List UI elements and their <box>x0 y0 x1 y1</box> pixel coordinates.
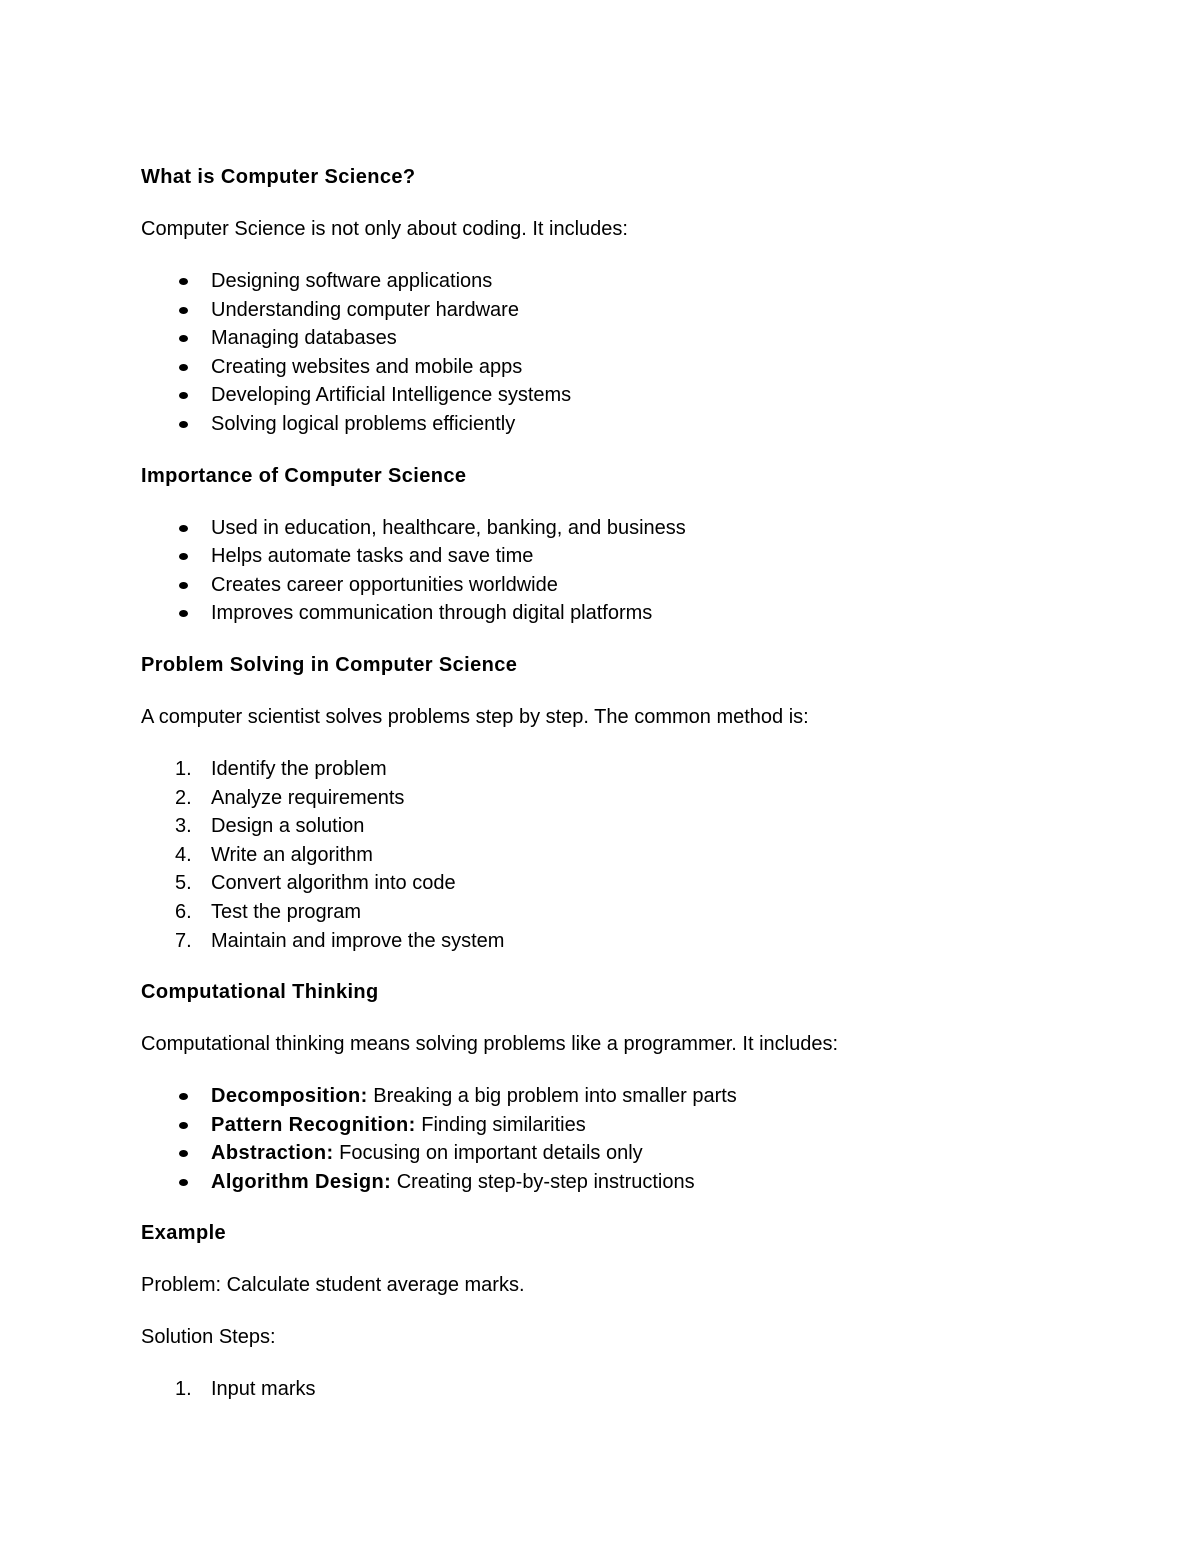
document-page <box>141 163 1101 1427</box>
bullet-icon <box>179 392 188 399</box>
example-problem: Problem: Calculate student average marks. <box>141 1274 525 1297</box>
list-item: Helps automate tasks and save time <box>141 542 1101 571</box>
list-item: 4. Write an algorithm <box>175 843 373 866</box>
problem-solving-steps <box>141 755 1101 955</box>
list-item: Pattern Recognition: Finding similarities <box>141 1111 1101 1140</box>
bullet-icon <box>179 335 188 342</box>
list-item: 1. Identify the problem <box>175 757 387 780</box>
list-item: Managing databases <box>141 324 1101 353</box>
list-item: Creating websites and mobile apps <box>141 353 1101 382</box>
list-item: Solving logical problems efficiently <box>141 410 1101 439</box>
list-item: 5. Convert algorithm into code <box>175 872 456 895</box>
importance-list <box>141 514 1101 628</box>
section-heading-what-is: What is Computer Science? <box>141 166 416 188</box>
list-item: 3. Design a solution <box>175 815 365 838</box>
list-item: Understanding computer hardware <box>141 296 1101 325</box>
section-heading-importance: Importance of Computer Science <box>141 464 467 487</box>
example-steps <box>141 1375 1101 1404</box>
section-heading-problem-solving: Problem Solving in Computer Science <box>141 653 518 676</box>
bullet-icon <box>179 307 188 314</box>
bullet-icon <box>179 553 188 560</box>
list-item: Abstraction: Focusing on important details only <box>141 1139 1101 1168</box>
bullet-icon <box>179 1179 188 1186</box>
bullet-icon <box>179 1093 188 1100</box>
problem-solving-intro: A computer scientist solves problems step by step. The common method is: <box>141 705 809 728</box>
bullet-icon <box>179 278 188 285</box>
example-solution-label: Solution Steps: <box>141 1326 276 1349</box>
bullet-icon <box>179 364 188 371</box>
list-item: Designing software applications <box>141 267 1101 296</box>
list-item: Used in education, healthcare, banking, and business <box>141 514 1101 543</box>
bullet-icon <box>179 1122 188 1129</box>
list-item: Decomposition: Breaking a big problem into smaller parts <box>141 1082 1101 1111</box>
list-item: Creates career opportunities worldwide <box>141 571 1101 600</box>
section-heading-computational: Computational Thinking <box>141 981 379 1004</box>
list-item: Algorithm Design: Creating step-by-step instructions <box>141 1168 1101 1197</box>
computational-list <box>141 1082 1101 1196</box>
bullet-icon <box>179 525 188 532</box>
bullet-icon <box>179 610 188 617</box>
list-item: 6. Test the program <box>175 900 362 923</box>
list-item: 7. Maintain and improve the system <box>175 929 505 952</box>
section-heading-example: Example <box>141 1222 227 1245</box>
list-item: 1. Input marks <box>175 1378 316 1401</box>
what-is-intro: Computer Science is not only about coding. It includes: <box>141 218 628 240</box>
list-item: 2. Analyze requirements <box>175 786 405 809</box>
bullet-icon <box>179 1150 188 1157</box>
bullet-icon <box>179 582 188 589</box>
list-item: Improves communication through digital platforms <box>141 599 1101 628</box>
list-item: Developing Artificial Intelligence systems <box>141 381 1101 410</box>
bullet-icon <box>179 421 188 428</box>
computational-intro: Computational thinking means solving problems like a programmer. It includes: <box>141 1033 839 1056</box>
what-is-list <box>141 267 1101 439</box>
